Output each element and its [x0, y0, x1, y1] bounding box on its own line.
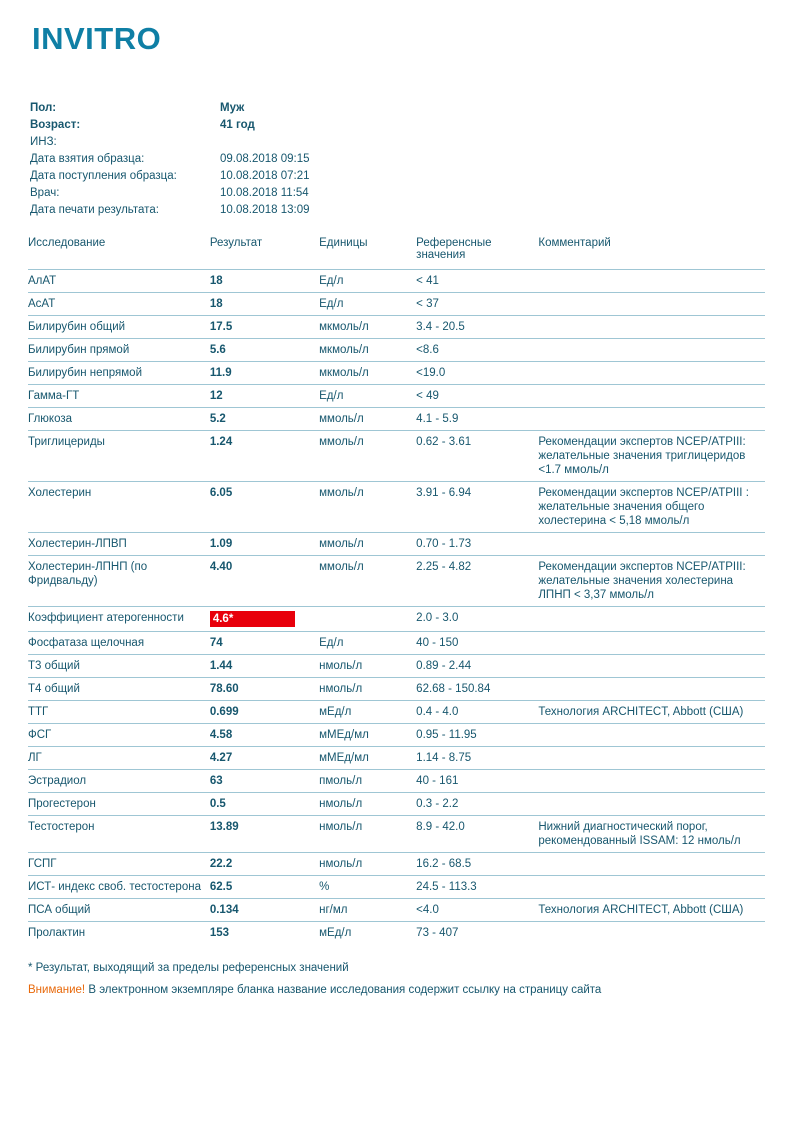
- cell-result: [210, 607, 319, 632]
- cell-investigation[interactable]: АлАТ: [28, 270, 210, 293]
- cell-reference: 0.95 - 11.95: [416, 724, 538, 747]
- table-row: [28, 678, 765, 701]
- cell-result: 18: [210, 270, 319, 293]
- cell-comment: Рекомендации экспертов NCEP/ATPIII: желательные значения триглицеридов <1.7 ммоль/л: [538, 431, 765, 482]
- cell-result: 6.05: [210, 482, 319, 533]
- meta-label: Дата поступления образца:: [30, 170, 177, 183]
- cell-comment: [538, 270, 765, 293]
- cell-comment: Технология ARCHITECT, Abbott (США): [538, 701, 765, 724]
- cell-comment: [538, 293, 765, 316]
- table-row: [28, 408, 765, 431]
- cell-comment: [538, 339, 765, 362]
- meta-label: Врач:: [30, 187, 60, 200]
- cell-reference: 40 - 150: [416, 632, 538, 655]
- cell-investigation[interactable]: Билирубин непрямой: [28, 362, 210, 385]
- meta-row: [30, 202, 765, 219]
- table-row: [28, 339, 765, 362]
- cell-comment: [538, 316, 765, 339]
- cell-units: мкмоль/л: [319, 339, 416, 362]
- cell-investigation[interactable]: Т4 общий: [28, 678, 210, 701]
- cell-result: 1.09: [210, 533, 319, 556]
- result-out-of-range-badge: 4.6*: [210, 611, 295, 627]
- cell-reference: <8.6: [416, 339, 538, 362]
- cell-result: 74: [210, 632, 319, 655]
- cell-units: нмоль/л: [319, 853, 416, 876]
- cell-units: ммоль/л: [319, 556, 416, 607]
- cell-result: 153: [210, 922, 319, 945]
- cell-reference: 0.62 - 3.61: [416, 431, 538, 482]
- cell-result: 5.6: [210, 339, 319, 362]
- cell-result: 0.699: [210, 701, 319, 724]
- table-row: [28, 385, 765, 408]
- meta-value: 09.08.2018 09:15: [220, 153, 310, 166]
- cell-units: мМЕд/мл: [319, 724, 416, 747]
- cell-units: %: [319, 876, 416, 899]
- cell-result: 12: [210, 385, 319, 408]
- cell-reference: < 49: [416, 385, 538, 408]
- cell-investigation[interactable]: Холестерин-ЛПВП: [28, 533, 210, 556]
- cell-reference: 4.1 - 5.9: [416, 408, 538, 431]
- cell-reference: 40 - 161: [416, 770, 538, 793]
- cell-result: 5.2: [210, 408, 319, 431]
- meta-value: [220, 134, 765, 151]
- cell-units: [319, 607, 416, 632]
- table-row: [28, 747, 765, 770]
- cell-units: нмоль/л: [319, 678, 416, 701]
- cell-investigation[interactable]: ЛГ: [28, 747, 210, 770]
- table-row: [28, 270, 765, 293]
- cell-comment: [538, 607, 765, 632]
- cell-comment: [538, 362, 765, 385]
- cell-reference: 73 - 407: [416, 922, 538, 945]
- cell-investigation[interactable]: Билирубин общий: [28, 316, 210, 339]
- attention-text: В электронном экземпляре бланка название исследования содержит ссылку на страницу сайта: [88, 984, 602, 997]
- table-row: [28, 816, 765, 853]
- cell-reference: <4.0: [416, 899, 538, 922]
- cell-units: ммоль/л: [319, 482, 416, 533]
- cell-comment: [538, 533, 765, 556]
- meta-value: 10.08.2018 07:21: [220, 170, 310, 183]
- table-row: [28, 482, 765, 533]
- cell-result: 4.58: [210, 724, 319, 747]
- meta-row: [30, 151, 765, 168]
- cell-reference: 16.2 - 68.5: [416, 853, 538, 876]
- cell-investigation[interactable]: ИСТ- индекс своб. тестостерона: [28, 876, 210, 899]
- meta-row: [30, 168, 765, 185]
- cell-result: 4.40: [210, 556, 319, 607]
- cell-reference: 3.4 - 20.5: [416, 316, 538, 339]
- cell-comment: [538, 853, 765, 876]
- cell-units: мМЕд/мл: [319, 747, 416, 770]
- cell-investigation[interactable]: ТТГ: [28, 701, 210, 724]
- cell-investigation[interactable]: Холестерин-ЛПНП (по Фридвальду): [28, 556, 210, 607]
- cell-comment: Нижний диагностический порог, рекомендованный ISSAM: 12 нмоль/л: [538, 816, 765, 853]
- cell-units: ммоль/л: [319, 533, 416, 556]
- cell-result: 0.134: [210, 899, 319, 922]
- table-row: [28, 362, 765, 385]
- cell-investigation[interactable]: ПСА общий: [28, 899, 210, 922]
- table-row: [28, 607, 765, 632]
- meta-label: Пол:: [30, 102, 57, 115]
- cell-reference: 0.4 - 4.0: [416, 701, 538, 724]
- cell-comment: [538, 793, 765, 816]
- cell-comment: [538, 385, 765, 408]
- meta-label: Возраст:: [30, 119, 81, 132]
- cell-units: Ед/л: [319, 632, 416, 655]
- meta-row: [30, 185, 765, 202]
- cell-result: 17.5: [210, 316, 319, 339]
- meta-value: 10.08.2018 13:09: [220, 204, 310, 217]
- meta-value: Муж: [220, 102, 245, 115]
- meta-label: Дата взятия образца:: [30, 153, 145, 166]
- cell-units: нмоль/л: [319, 655, 416, 678]
- cell-investigation[interactable]: Пролактин: [28, 922, 210, 945]
- cell-units: нг/мл: [319, 899, 416, 922]
- cell-comment: [538, 655, 765, 678]
- cell-reference: <19.0: [416, 362, 538, 385]
- cell-investigation[interactable]: Коэффициент атерогенности: [28, 607, 210, 632]
- cell-result: 1.44: [210, 655, 319, 678]
- cell-investigation[interactable]: ФСГ: [28, 724, 210, 747]
- table-row: [28, 293, 765, 316]
- table-header-row: [28, 235, 765, 270]
- table-row: [28, 701, 765, 724]
- table-row: [28, 431, 765, 482]
- table-row: [28, 632, 765, 655]
- meta-label: Дата печати результата:: [30, 204, 159, 217]
- cell-result: 18: [210, 293, 319, 316]
- table-row: [28, 316, 765, 339]
- cell-reference: 24.5 - 113.3: [416, 876, 538, 899]
- cell-units: Ед/л: [319, 293, 416, 316]
- header-reference: Референсные значения: [416, 237, 492, 262]
- cell-units: мкмоль/л: [319, 316, 416, 339]
- cell-result: 0.5: [210, 793, 319, 816]
- header-units: Единицы: [319, 237, 368, 250]
- cell-comment: [538, 922, 765, 945]
- cell-result: 63: [210, 770, 319, 793]
- footnote-out-of-range: * Результат, выходящий за пределы референсных значений: [28, 962, 349, 975]
- header-investigation: Исследование: [28, 237, 106, 250]
- cell-reference: 62.68 - 150.84: [416, 678, 538, 701]
- cell-units: Ед/л: [319, 270, 416, 293]
- cell-investigation[interactable]: АсАТ: [28, 293, 210, 316]
- header-comment: Комментарий: [538, 237, 611, 250]
- lab-results-table: [28, 235, 765, 944]
- cell-comment: Рекомендации экспертов NCEP/ATPIII: желательные значения холестерина ЛПНП < 3,37 ммоль/л: [538, 556, 765, 607]
- cell-investigation[interactable]: Триглицериды: [28, 431, 210, 482]
- cell-units: мЕд/л: [319, 701, 416, 724]
- cell-comment: [538, 678, 765, 701]
- table-row: [28, 556, 765, 607]
- cell-investigation[interactable]: Фосфатаза щелочная: [28, 632, 210, 655]
- cell-comment: [538, 747, 765, 770]
- meta-row: [30, 117, 765, 134]
- cell-investigation[interactable]: ГСПГ: [28, 853, 210, 876]
- patient-meta-block: [30, 100, 765, 219]
- footnotes: [28, 958, 765, 1000]
- cell-comment: Рекомендации экспертов NCEP/ATPIII : желательные значения общего холестерина < 5,18 ммоль/л: [538, 482, 765, 533]
- cell-units: мкмоль/л: [319, 362, 416, 385]
- table-row: [28, 793, 765, 816]
- table-row: [28, 724, 765, 747]
- cell-comment: Технология ARCHITECT, Abbott (США): [538, 899, 765, 922]
- meta-value: 10.08.2018 11:54: [220, 187, 309, 200]
- cell-comment: [538, 408, 765, 431]
- table-row: [28, 533, 765, 556]
- cell-units: пмоль/л: [319, 770, 416, 793]
- cell-result: 78.60: [210, 678, 319, 701]
- cell-units: мЕд/л: [319, 922, 416, 945]
- cell-result: 62.5: [210, 876, 319, 899]
- meta-label: ИНЗ:: [30, 136, 57, 149]
- cell-investigation[interactable]: Глюкоза: [28, 408, 210, 431]
- cell-comment: [538, 876, 765, 899]
- cell-result: 13.89: [210, 816, 319, 853]
- cell-comment: [538, 724, 765, 747]
- cell-units: нмоль/л: [319, 816, 416, 853]
- cell-units: Ед/л: [319, 385, 416, 408]
- cell-investigation[interactable]: Т3 общий: [28, 655, 210, 678]
- table-row: [28, 770, 765, 793]
- meta-value: 41 год: [220, 119, 255, 132]
- cell-reference: 0.70 - 1.73: [416, 533, 538, 556]
- cell-reference: 2.0 - 3.0: [416, 607, 538, 632]
- cell-investigation[interactable]: Прогестерон: [28, 793, 210, 816]
- table-row: [28, 922, 765, 945]
- cell-investigation[interactable]: Эстрадиол: [28, 770, 210, 793]
- meta-row: [30, 100, 765, 117]
- cell-reference: 1.14 - 8.75: [416, 747, 538, 770]
- cell-units: нмоль/л: [319, 793, 416, 816]
- cell-comment: [538, 770, 765, 793]
- cell-result: 22.2: [210, 853, 319, 876]
- cell-result: 11.9: [210, 362, 319, 385]
- cell-reference: < 37: [416, 293, 538, 316]
- cell-units: ммоль/л: [319, 408, 416, 431]
- cell-investigation[interactable]: Тестостерон: [28, 816, 210, 853]
- meta-row: [30, 134, 765, 151]
- cell-result: 4.27: [210, 747, 319, 770]
- cell-reference: 0.3 - 2.2: [416, 793, 538, 816]
- cell-investigation[interactable]: Билирубин прямой: [28, 339, 210, 362]
- table-row: [28, 876, 765, 899]
- table-row: [28, 655, 765, 678]
- invitro-logo: INVITRO: [32, 21, 162, 56]
- lab-results-body: [28, 270, 765, 945]
- header-result: Результат: [209, 237, 263, 250]
- cell-reference: < 41: [416, 270, 538, 293]
- footnote-attention: [28, 980, 765, 1000]
- table-row: [28, 853, 765, 876]
- cell-reference: 3.91 - 6.94: [416, 482, 538, 533]
- cell-investigation[interactable]: Гамма-ГТ: [28, 385, 210, 408]
- cell-investigation[interactable]: Холестерин: [28, 482, 210, 533]
- cell-reference: 2.25 - 4.82: [416, 556, 538, 607]
- attention-label: Внимание!: [28, 984, 86, 997]
- table-row: [28, 899, 765, 922]
- cell-result: 1.24: [210, 431, 319, 482]
- cell-reference: 0.89 - 2.44: [416, 655, 538, 678]
- cell-units: ммоль/л: [319, 431, 416, 482]
- cell-comment: [538, 632, 765, 655]
- cell-reference: 8.9 - 42.0: [416, 816, 538, 853]
